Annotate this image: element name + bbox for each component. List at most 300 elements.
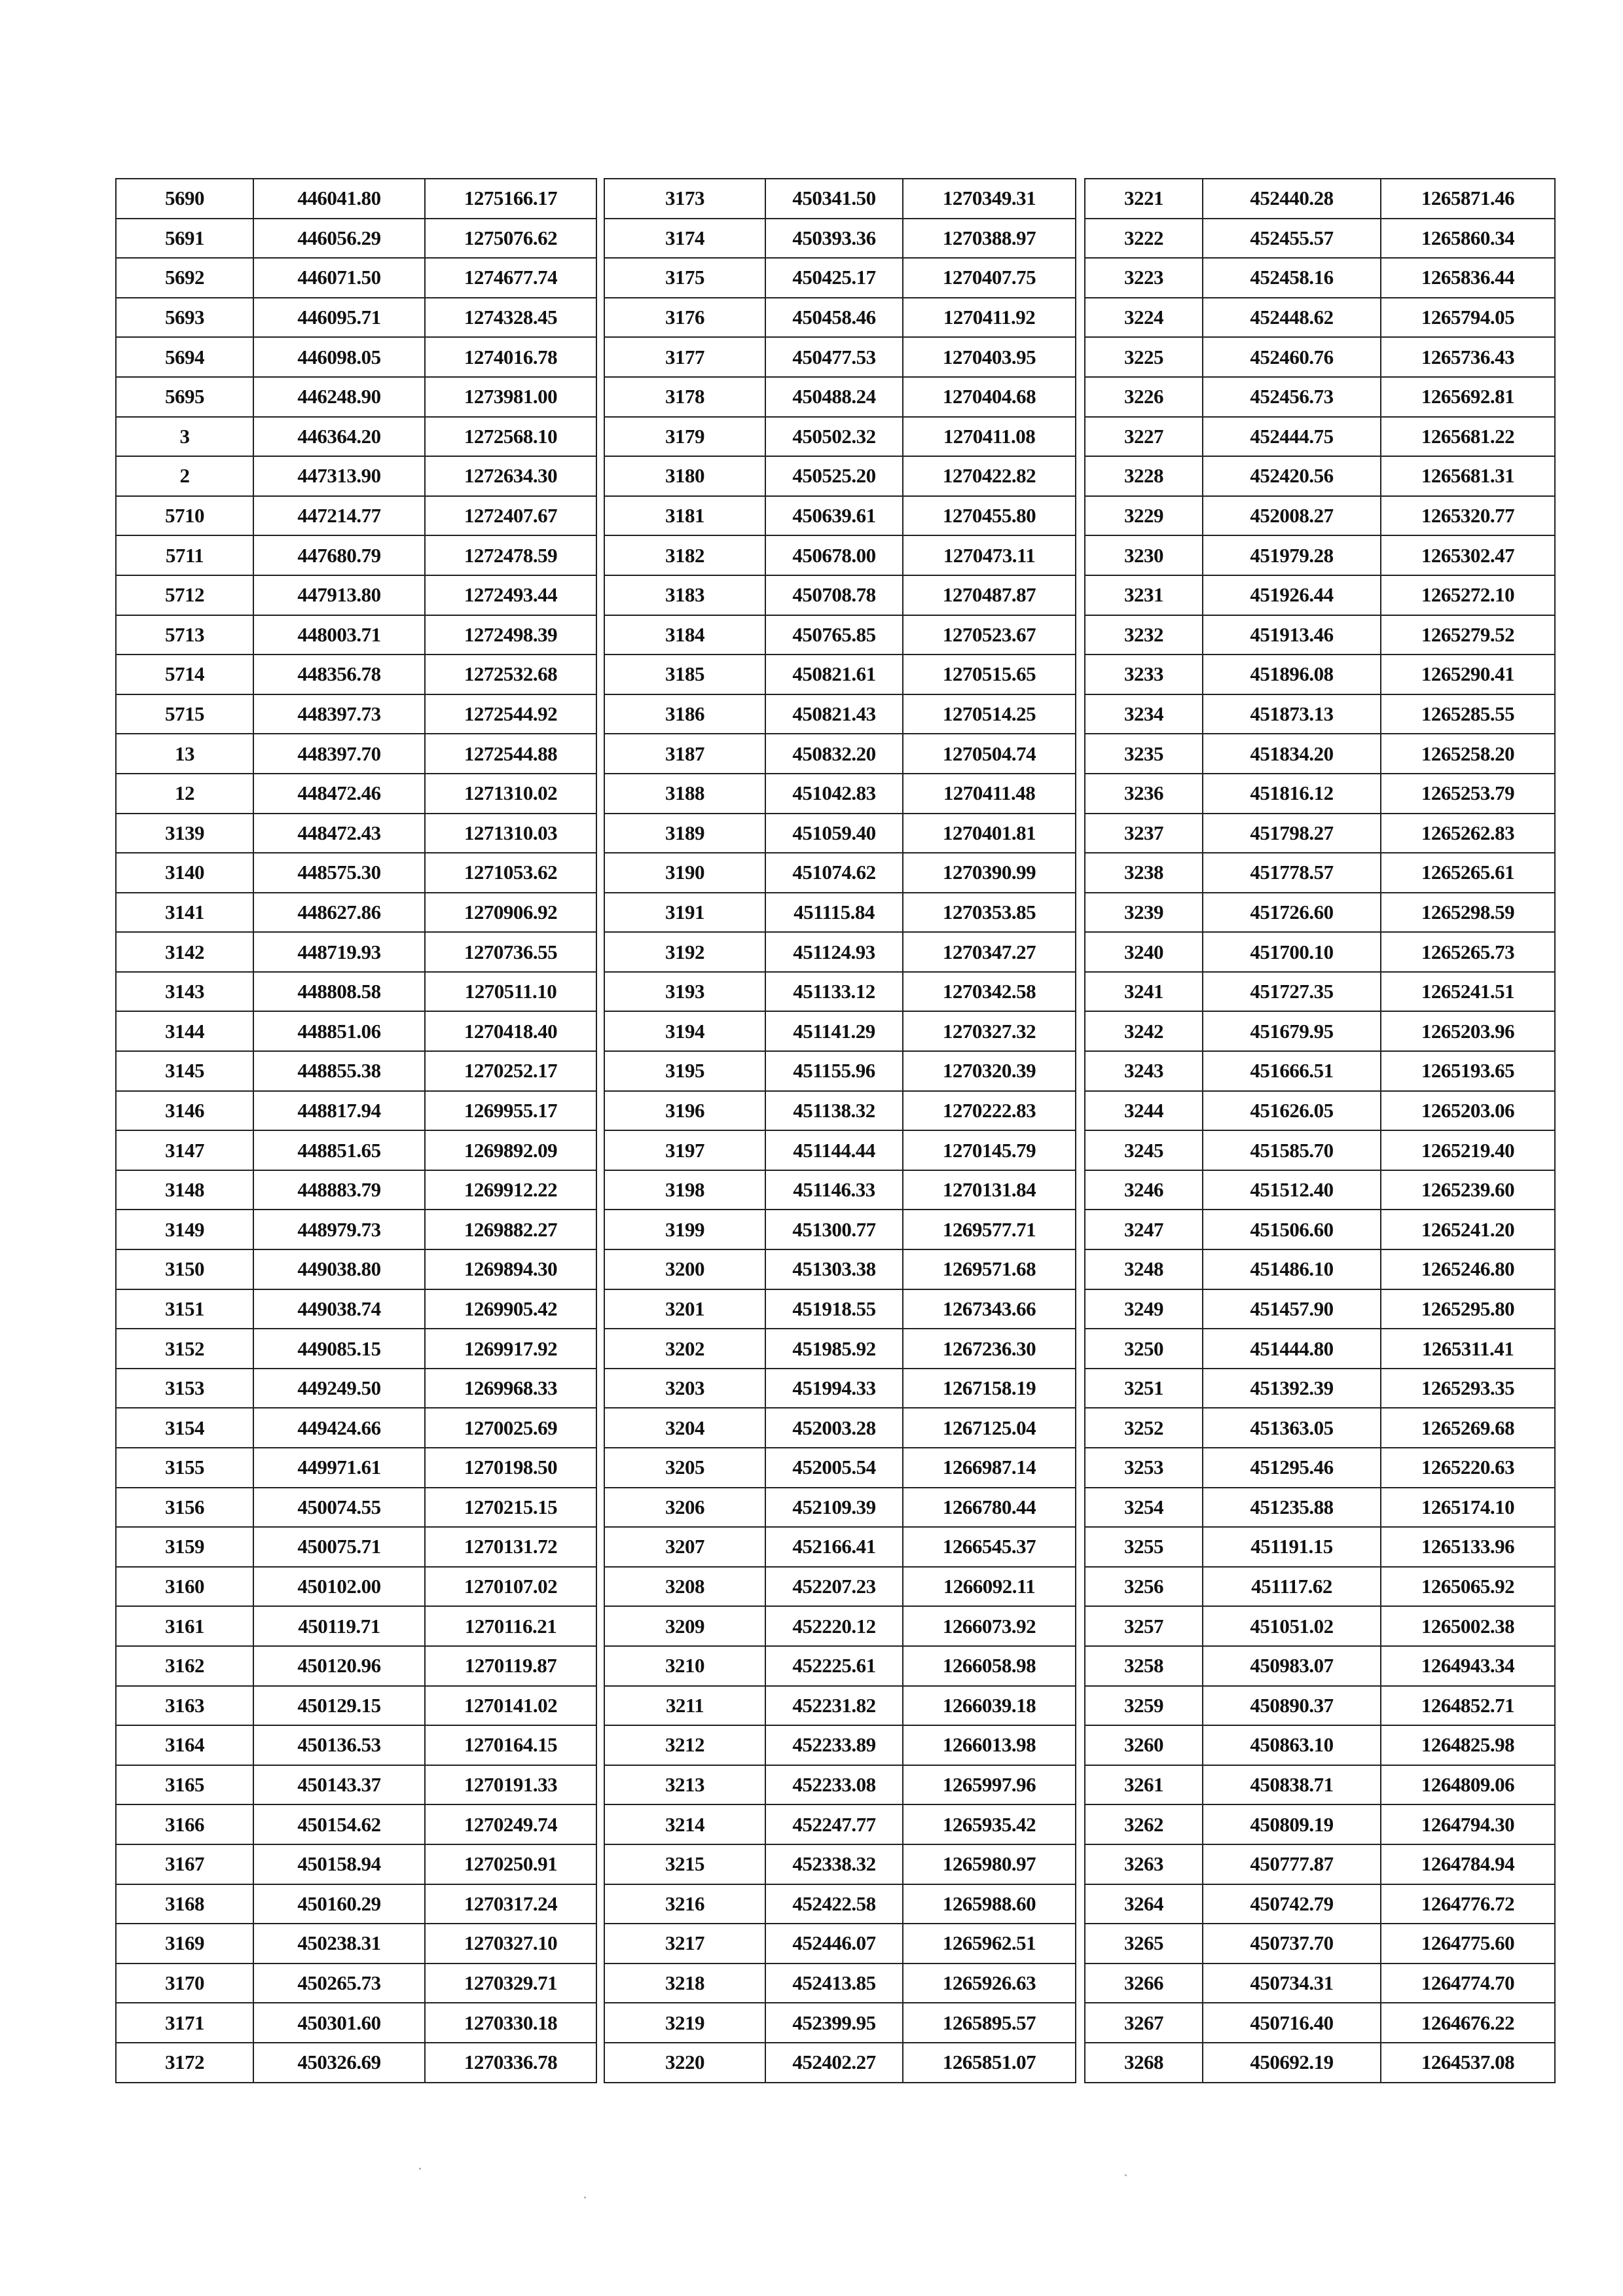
x-coordinate-cell: 450525.20 bbox=[765, 456, 903, 496]
x-coordinate-cell: 448003.71 bbox=[253, 615, 425, 655]
x-coordinate-cell: 450393.36 bbox=[765, 219, 903, 259]
point-number-cell: 3165 bbox=[116, 1765, 253, 1805]
y-coordinate-cell: 1265239.60 bbox=[1381, 1170, 1555, 1210]
x-coordinate-cell: 448356.78 bbox=[253, 655, 425, 694]
point-number-cell: 3191 bbox=[604, 893, 765, 933]
point-number-cell: 3179 bbox=[604, 417, 765, 457]
y-coordinate-cell: 1270411.48 bbox=[903, 774, 1076, 814]
point-number-cell: 3177 bbox=[604, 337, 765, 377]
x-coordinate-cell: 450136.53 bbox=[253, 1725, 425, 1765]
x-coordinate-cell: 452455.57 bbox=[1203, 219, 1381, 259]
x-coordinate-cell: 450120.96 bbox=[253, 1646, 425, 1686]
y-coordinate-cell: 1269968.33 bbox=[425, 1369, 596, 1408]
x-coordinate-cell: 450716.40 bbox=[1203, 2003, 1381, 2043]
table-row bbox=[116, 1488, 596, 1528]
point-number-cell: 3142 bbox=[116, 932, 253, 972]
table-body bbox=[116, 179, 596, 2083]
table-row bbox=[604, 893, 1076, 933]
y-coordinate-cell: 1270107.02 bbox=[425, 1567, 596, 1607]
point-number-cell: 3178 bbox=[604, 377, 765, 417]
table-row bbox=[1085, 1130, 1555, 1170]
y-coordinate-cell: 1270407.75 bbox=[903, 258, 1076, 298]
table-row bbox=[1085, 893, 1555, 933]
point-number-cell: 3194 bbox=[604, 1011, 765, 1051]
point-number-cell: 3169 bbox=[116, 1924, 253, 1964]
y-coordinate-cell: 1264794.30 bbox=[1381, 1804, 1555, 1844]
x-coordinate-cell: 447214.77 bbox=[253, 496, 425, 536]
y-coordinate-cell: 1267343.66 bbox=[903, 1289, 1076, 1329]
table-row bbox=[116, 694, 596, 734]
x-coordinate-cell: 450265.73 bbox=[253, 1964, 425, 2003]
point-number-cell: 3140 bbox=[116, 853, 253, 893]
table-row bbox=[1085, 655, 1555, 694]
x-coordinate-cell: 452458.16 bbox=[1203, 258, 1381, 298]
x-coordinate-cell: 449424.66 bbox=[253, 1408, 425, 1448]
point-number-cell: 3220 bbox=[604, 2043, 765, 2083]
y-coordinate-cell: 1270317.24 bbox=[425, 1884, 596, 1924]
point-number-cell: 5695 bbox=[116, 377, 253, 417]
table-row bbox=[604, 258, 1076, 298]
y-coordinate-cell: 1270327.32 bbox=[903, 1011, 1076, 1051]
y-coordinate-cell: 1265293.35 bbox=[1381, 1369, 1555, 1408]
x-coordinate-cell: 450821.43 bbox=[765, 694, 903, 734]
y-coordinate-cell: 1270388.97 bbox=[903, 219, 1076, 259]
table-row bbox=[604, 1844, 1076, 1884]
x-coordinate-cell: 450154.62 bbox=[253, 1804, 425, 1844]
table-row bbox=[116, 179, 596, 219]
x-coordinate-cell: 452233.08 bbox=[765, 1765, 903, 1805]
table-row bbox=[116, 972, 596, 1012]
table-row bbox=[1085, 1765, 1555, 1805]
y-coordinate-cell: 1266092.11 bbox=[903, 1567, 1076, 1607]
y-coordinate-cell: 1264775.60 bbox=[1381, 1924, 1555, 1964]
x-coordinate-cell: 451486.10 bbox=[1203, 1249, 1381, 1289]
x-coordinate-cell: 448851.65 bbox=[253, 1130, 425, 1170]
table-row bbox=[116, 456, 596, 496]
y-coordinate-cell: 1270487.87 bbox=[903, 575, 1076, 615]
table-row bbox=[604, 298, 1076, 338]
y-coordinate-cell: 1265895.57 bbox=[903, 2003, 1076, 2043]
table-row bbox=[1085, 1964, 1555, 2003]
point-number-cell: 3213 bbox=[604, 1765, 765, 1805]
x-coordinate-cell: 451506.60 bbox=[1203, 1210, 1381, 1249]
point-number-cell: 3159 bbox=[116, 1527, 253, 1567]
y-coordinate-cell: 1270390.99 bbox=[903, 853, 1076, 893]
y-coordinate-cell: 1270131.84 bbox=[903, 1170, 1076, 1210]
x-coordinate-cell: 450488.24 bbox=[765, 377, 903, 417]
y-coordinate-cell: 1272407.67 bbox=[425, 496, 596, 536]
table-row bbox=[116, 496, 596, 536]
y-coordinate-cell: 1265935.42 bbox=[903, 1804, 1076, 1844]
point-number-cell: 2 bbox=[116, 456, 253, 496]
x-coordinate-cell: 450458.46 bbox=[765, 298, 903, 338]
x-coordinate-cell: 450838.71 bbox=[1203, 1765, 1381, 1805]
y-coordinate-cell: 1270336.78 bbox=[425, 2043, 596, 2083]
point-number-cell: 3236 bbox=[1085, 774, 1203, 814]
x-coordinate-cell: 448979.73 bbox=[253, 1210, 425, 1249]
table-row bbox=[116, 258, 596, 298]
point-number-cell: 3215 bbox=[604, 1844, 765, 1884]
table-body bbox=[604, 179, 1076, 2083]
x-coordinate-cell: 446095.71 bbox=[253, 298, 425, 338]
x-coordinate-cell: 448719.93 bbox=[253, 932, 425, 972]
point-number-cell: 3241 bbox=[1085, 972, 1203, 1012]
point-number-cell: 3180 bbox=[604, 456, 765, 496]
point-number-cell: 3172 bbox=[116, 2043, 253, 2083]
table-row bbox=[116, 1765, 596, 1805]
point-number-cell: 3204 bbox=[604, 1408, 765, 1448]
point-number-cell: 5713 bbox=[116, 615, 253, 655]
scan-speck bbox=[584, 2197, 586, 2198]
table-row bbox=[116, 615, 596, 655]
x-coordinate-cell: 451726.60 bbox=[1203, 893, 1381, 933]
table-row bbox=[604, 1765, 1076, 1805]
point-number-cell: 3226 bbox=[1085, 377, 1203, 417]
x-coordinate-cell: 446071.50 bbox=[253, 258, 425, 298]
x-coordinate-cell: 450341.50 bbox=[765, 179, 903, 219]
y-coordinate-cell: 1265681.22 bbox=[1381, 417, 1555, 457]
table-row bbox=[604, 496, 1076, 536]
y-coordinate-cell: 1266058.98 bbox=[903, 1646, 1076, 1686]
x-coordinate-cell: 449038.80 bbox=[253, 1249, 425, 1289]
x-coordinate-cell: 450075.71 bbox=[253, 1527, 425, 1567]
point-number-cell: 3203 bbox=[604, 1369, 765, 1408]
point-number-cell: 3150 bbox=[116, 1249, 253, 1289]
table-row bbox=[116, 853, 596, 893]
y-coordinate-cell: 1270131.72 bbox=[425, 1527, 596, 1567]
point-number-cell: 3268 bbox=[1085, 2043, 1203, 2083]
x-coordinate-cell: 451133.12 bbox=[765, 972, 903, 1012]
y-coordinate-cell: 1266073.92 bbox=[903, 1606, 1076, 1646]
table-row bbox=[1085, 179, 1555, 219]
scan-speck bbox=[419, 2168, 421, 2170]
x-coordinate-cell: 450301.60 bbox=[253, 2003, 425, 2043]
x-coordinate-cell: 450143.37 bbox=[253, 1765, 425, 1805]
x-coordinate-cell: 450809.19 bbox=[1203, 1804, 1381, 1844]
point-number-cell: 5714 bbox=[116, 655, 253, 694]
point-number-cell: 3205 bbox=[604, 1448, 765, 1488]
table-row bbox=[116, 774, 596, 814]
y-coordinate-cell: 1270422.82 bbox=[903, 456, 1076, 496]
x-coordinate-cell: 450832.20 bbox=[765, 734, 903, 774]
table-row bbox=[604, 1011, 1076, 1051]
table-row bbox=[604, 1091, 1076, 1131]
point-number-cell: 3263 bbox=[1085, 1844, 1203, 1884]
y-coordinate-cell: 1270116.21 bbox=[425, 1606, 596, 1646]
table-row bbox=[1085, 1369, 1555, 1408]
x-coordinate-cell: 451235.88 bbox=[1203, 1488, 1381, 1528]
point-number-cell: 3176 bbox=[604, 298, 765, 338]
x-coordinate-cell: 451138.32 bbox=[765, 1091, 903, 1131]
table-row bbox=[1085, 535, 1555, 575]
point-number-cell: 3200 bbox=[604, 1249, 765, 1289]
point-number-cell: 3175 bbox=[604, 258, 765, 298]
x-coordinate-cell: 447313.90 bbox=[253, 456, 425, 496]
x-coordinate-cell: 450742.79 bbox=[1203, 1884, 1381, 1924]
y-coordinate-cell: 1270401.81 bbox=[903, 814, 1076, 853]
table-row bbox=[604, 1051, 1076, 1091]
table-row bbox=[116, 655, 596, 694]
x-coordinate-cell: 451300.77 bbox=[765, 1210, 903, 1249]
table-row bbox=[604, 1369, 1076, 1408]
x-coordinate-cell: 451816.12 bbox=[1203, 774, 1381, 814]
table-row bbox=[1085, 1567, 1555, 1607]
x-coordinate-cell: 451512.40 bbox=[1203, 1170, 1381, 1210]
y-coordinate-cell: 1272544.92 bbox=[425, 694, 596, 734]
point-number-cell: 3265 bbox=[1085, 1924, 1203, 1964]
y-coordinate-cell: 1265302.47 bbox=[1381, 535, 1555, 575]
point-number-cell: 3202 bbox=[604, 1329, 765, 1369]
table-row bbox=[1085, 575, 1555, 615]
y-coordinate-cell: 1265265.61 bbox=[1381, 853, 1555, 893]
point-number-cell: 3168 bbox=[116, 1884, 253, 1924]
y-coordinate-cell: 1270342.58 bbox=[903, 972, 1076, 1012]
y-coordinate-cell: 1270222.83 bbox=[903, 1091, 1076, 1131]
table-row bbox=[116, 337, 596, 377]
table-row bbox=[604, 814, 1076, 853]
point-number-cell: 3164 bbox=[116, 1725, 253, 1765]
point-number-cell: 3248 bbox=[1085, 1249, 1203, 1289]
table-row bbox=[116, 1051, 596, 1091]
point-number-cell: 12 bbox=[116, 774, 253, 814]
x-coordinate-cell: 452399.95 bbox=[765, 2003, 903, 2043]
table-row bbox=[1085, 1804, 1555, 1844]
point-number-cell: 3182 bbox=[604, 535, 765, 575]
table-row bbox=[604, 2003, 1076, 2043]
point-number-cell: 3156 bbox=[116, 1488, 253, 1528]
table-row bbox=[1085, 2003, 1555, 2043]
x-coordinate-cell: 451626.05 bbox=[1203, 1091, 1381, 1131]
table-row bbox=[1085, 1725, 1555, 1765]
x-coordinate-cell: 451115.84 bbox=[765, 893, 903, 933]
x-coordinate-cell: 451979.28 bbox=[1203, 535, 1381, 575]
point-number-cell: 3155 bbox=[116, 1448, 253, 1488]
x-coordinate-cell: 448808.58 bbox=[253, 972, 425, 1012]
point-number-cell: 3211 bbox=[604, 1686, 765, 1726]
y-coordinate-cell: 1265269.68 bbox=[1381, 1408, 1555, 1448]
point-number-cell: 5694 bbox=[116, 337, 253, 377]
table-row bbox=[116, 298, 596, 338]
x-coordinate-cell: 450119.71 bbox=[253, 1606, 425, 1646]
table-row bbox=[604, 417, 1076, 457]
table-row bbox=[1085, 1527, 1555, 1567]
x-coordinate-cell: 451444.80 bbox=[1203, 1329, 1381, 1369]
table-row bbox=[1085, 1091, 1555, 1131]
x-coordinate-cell: 451918.55 bbox=[765, 1289, 903, 1329]
point-number-cell: 3235 bbox=[1085, 734, 1203, 774]
x-coordinate-cell: 451798.27 bbox=[1203, 814, 1381, 853]
point-number-cell: 3243 bbox=[1085, 1051, 1203, 1091]
point-number-cell: 3188 bbox=[604, 774, 765, 814]
y-coordinate-cell: 1269955.17 bbox=[425, 1091, 596, 1131]
x-coordinate-cell: 452402.27 bbox=[765, 2043, 903, 2083]
x-coordinate-cell: 451117.62 bbox=[1203, 1567, 1381, 1607]
table-row bbox=[604, 694, 1076, 734]
table-body bbox=[1085, 179, 1555, 2083]
table-row bbox=[1085, 1210, 1555, 1249]
y-coordinate-cell: 1265253.79 bbox=[1381, 774, 1555, 814]
y-coordinate-cell: 1272493.44 bbox=[425, 575, 596, 615]
table-row bbox=[1085, 1686, 1555, 1726]
x-coordinate-cell: 452220.12 bbox=[765, 1606, 903, 1646]
point-number-cell: 3259 bbox=[1085, 1686, 1203, 1726]
table-row bbox=[604, 219, 1076, 259]
point-number-cell: 3251 bbox=[1085, 1369, 1203, 1408]
point-number-cell: 3154 bbox=[116, 1408, 253, 1448]
table-row bbox=[1085, 337, 1555, 377]
table-row bbox=[116, 417, 596, 457]
x-coordinate-cell: 452231.82 bbox=[765, 1686, 903, 1726]
table-row bbox=[1085, 774, 1555, 814]
table-row bbox=[604, 972, 1076, 1012]
table-row bbox=[604, 1249, 1076, 1289]
table-row bbox=[116, 1567, 596, 1607]
point-number-cell: 5692 bbox=[116, 258, 253, 298]
y-coordinate-cell: 1264776.72 bbox=[1381, 1884, 1555, 1924]
y-coordinate-cell: 1270327.10 bbox=[425, 1924, 596, 1964]
point-number-cell: 3197 bbox=[604, 1130, 765, 1170]
table-row bbox=[604, 1884, 1076, 1924]
x-coordinate-cell: 450102.00 bbox=[253, 1567, 425, 1607]
point-number-cell: 3206 bbox=[604, 1488, 765, 1528]
x-coordinate-cell: 452109.39 bbox=[765, 1488, 903, 1528]
y-coordinate-cell: 1270403.95 bbox=[903, 337, 1076, 377]
point-number-cell: 3189 bbox=[604, 814, 765, 853]
y-coordinate-cell: 1266987.14 bbox=[903, 1448, 1076, 1488]
point-number-cell: 3250 bbox=[1085, 1329, 1203, 1369]
y-coordinate-cell: 1270250.91 bbox=[425, 1844, 596, 1884]
x-coordinate-cell: 452207.23 bbox=[765, 1567, 903, 1607]
table-row bbox=[116, 1249, 596, 1289]
y-coordinate-cell: 1265272.10 bbox=[1381, 575, 1555, 615]
x-coordinate-cell: 451700.10 bbox=[1203, 932, 1381, 972]
table-row bbox=[604, 337, 1076, 377]
x-coordinate-cell: 451144.44 bbox=[765, 1130, 903, 1170]
table-row bbox=[1085, 1249, 1555, 1289]
x-coordinate-cell: 452233.89 bbox=[765, 1725, 903, 1765]
x-coordinate-cell: 452247.77 bbox=[765, 1804, 903, 1844]
x-coordinate-cell: 451585.70 bbox=[1203, 1130, 1381, 1170]
point-number-cell: 13 bbox=[116, 734, 253, 774]
table-row bbox=[1085, 1606, 1555, 1646]
x-coordinate-cell: 448472.46 bbox=[253, 774, 425, 814]
y-coordinate-cell: 1265220.63 bbox=[1381, 1448, 1555, 1488]
table-row bbox=[604, 1210, 1076, 1249]
x-coordinate-cell: 448397.73 bbox=[253, 694, 425, 734]
point-number-cell: 3260 bbox=[1085, 1725, 1203, 1765]
x-coordinate-cell: 452420.56 bbox=[1203, 456, 1381, 496]
y-coordinate-cell: 1265258.20 bbox=[1381, 734, 1555, 774]
y-coordinate-cell: 1269577.71 bbox=[903, 1210, 1076, 1249]
table-row bbox=[116, 893, 596, 933]
x-coordinate-cell: 450765.85 bbox=[765, 615, 903, 655]
table-row bbox=[116, 1804, 596, 1844]
table-row bbox=[604, 1686, 1076, 1726]
point-number-cell: 3184 bbox=[604, 615, 765, 655]
y-coordinate-cell: 1270347.27 bbox=[903, 932, 1076, 972]
point-number-cell: 3234 bbox=[1085, 694, 1203, 734]
y-coordinate-cell: 1269912.22 bbox=[425, 1170, 596, 1210]
point-number-cell: 3151 bbox=[116, 1289, 253, 1329]
y-coordinate-cell: 1270906.92 bbox=[425, 893, 596, 933]
y-coordinate-cell: 1267158.19 bbox=[903, 1369, 1076, 1408]
table-row bbox=[1085, 258, 1555, 298]
x-coordinate-cell: 449971.61 bbox=[253, 1448, 425, 1488]
table-row bbox=[1085, 1924, 1555, 1964]
y-coordinate-cell: 1265174.10 bbox=[1381, 1488, 1555, 1528]
x-coordinate-cell: 450639.61 bbox=[765, 496, 903, 536]
y-coordinate-cell: 1269882.27 bbox=[425, 1210, 596, 1249]
point-number-cell: 3147 bbox=[116, 1130, 253, 1170]
point-number-cell: 3257 bbox=[1085, 1606, 1203, 1646]
point-number-cell: 3143 bbox=[116, 972, 253, 1012]
point-number-cell: 3139 bbox=[116, 814, 253, 853]
y-coordinate-cell: 1270119.87 bbox=[425, 1646, 596, 1686]
y-coordinate-cell: 1265692.81 bbox=[1381, 377, 1555, 417]
x-coordinate-cell: 450734.31 bbox=[1203, 1964, 1381, 2003]
x-coordinate-cell: 450238.31 bbox=[253, 1924, 425, 1964]
x-coordinate-cell: 450983.07 bbox=[1203, 1646, 1381, 1686]
y-coordinate-cell: 1265794.05 bbox=[1381, 298, 1555, 338]
y-coordinate-cell: 1265851.07 bbox=[903, 2043, 1076, 2083]
y-coordinate-cell: 1265285.55 bbox=[1381, 694, 1555, 734]
table-row bbox=[1085, 615, 1555, 655]
point-number-cell: 3237 bbox=[1085, 814, 1203, 853]
table-row bbox=[1085, 377, 1555, 417]
point-number-cell: 3224 bbox=[1085, 298, 1203, 338]
x-coordinate-cell: 449249.50 bbox=[253, 1369, 425, 1408]
y-coordinate-cell: 1270145.79 bbox=[903, 1130, 1076, 1170]
point-number-cell: 3198 bbox=[604, 1170, 765, 1210]
point-number-cell: 3161 bbox=[116, 1606, 253, 1646]
y-coordinate-cell: 1271310.02 bbox=[425, 774, 596, 814]
x-coordinate-cell: 451303.38 bbox=[765, 1249, 903, 1289]
point-number-cell: 3218 bbox=[604, 1964, 765, 2003]
table-row bbox=[1085, 1884, 1555, 1924]
x-coordinate-cell: 451124.93 bbox=[765, 932, 903, 972]
x-coordinate-cell: 451913.46 bbox=[1203, 615, 1381, 655]
table-row bbox=[1085, 456, 1555, 496]
table-row bbox=[1085, 1408, 1555, 1448]
y-coordinate-cell: 1270411.92 bbox=[903, 298, 1076, 338]
x-coordinate-cell: 450692.19 bbox=[1203, 2043, 1381, 2083]
point-number-cell: 3208 bbox=[604, 1567, 765, 1607]
table-row bbox=[116, 1408, 596, 1448]
x-coordinate-cell: 451666.51 bbox=[1203, 1051, 1381, 1091]
table-row bbox=[604, 1924, 1076, 1964]
y-coordinate-cell: 1266013.98 bbox=[903, 1725, 1076, 1765]
y-coordinate-cell: 1265203.96 bbox=[1381, 1011, 1555, 1051]
y-coordinate-cell: 1265002.38 bbox=[1381, 1606, 1555, 1646]
point-number-cell: 3 bbox=[116, 417, 253, 457]
x-coordinate-cell: 452440.28 bbox=[1203, 179, 1381, 219]
point-number-cell: 3245 bbox=[1085, 1130, 1203, 1170]
table-row bbox=[1085, 1329, 1555, 1369]
x-coordinate-cell: 452446.07 bbox=[765, 1924, 903, 1964]
y-coordinate-cell: 1264809.06 bbox=[1381, 1765, 1555, 1805]
y-coordinate-cell: 1265980.97 bbox=[903, 1844, 1076, 1884]
table-row bbox=[116, 1011, 596, 1051]
table-row bbox=[604, 1567, 1076, 1607]
table-row bbox=[1085, 932, 1555, 972]
x-coordinate-cell: 452003.28 bbox=[765, 1408, 903, 1448]
y-coordinate-cell: 1265988.60 bbox=[903, 1884, 1076, 1924]
table-row bbox=[1085, 2043, 1555, 2083]
table-row bbox=[116, 814, 596, 853]
x-coordinate-cell: 447913.80 bbox=[253, 575, 425, 615]
point-number-cell: 3232 bbox=[1085, 615, 1203, 655]
point-number-cell: 3264 bbox=[1085, 1884, 1203, 1924]
